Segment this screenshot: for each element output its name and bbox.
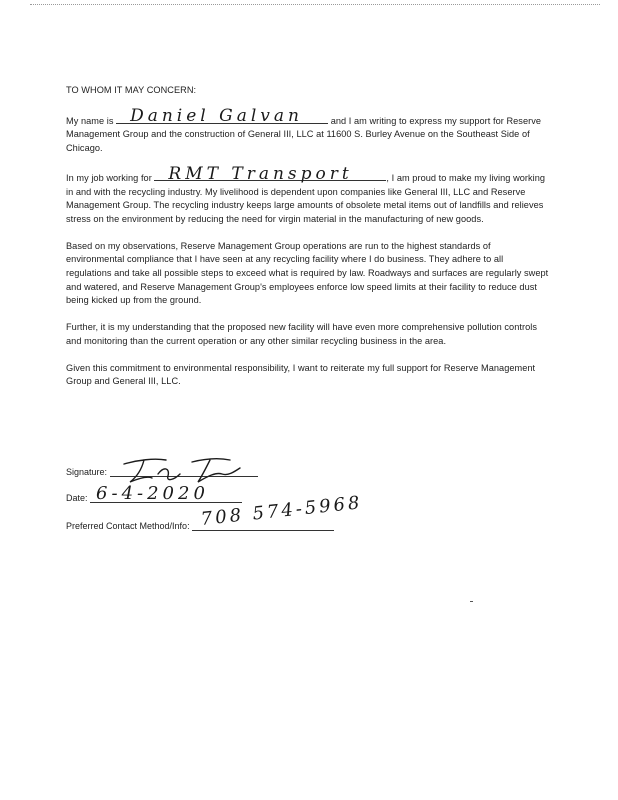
paragraph-future-facility: Further, it is my understanding that the proposed new facility will have even more comprehensive pollution controls and monitoring than the current operation or any other similar recycling business in the area. xyxy=(66,322,537,346)
paragraph-employment xyxy=(66,164,550,227)
paragraph-observations: Based on my observations, Reserve Management Group operations are run to the highest standards of environmental compliance that I have seen at any recycling facility where I do business. They adhere to all regulations and take all possible steps to exceed what is required by law. Roadways and surfaces are regularly swept and watered, and Reserve Management Group's employees enforce low speed limits at their facility to reduce dust being kicked up from the ground. xyxy=(66,240,549,306)
employer-field xyxy=(154,164,386,185)
signature-label: Signature: xyxy=(66,467,108,477)
intro-text-after-name: and I am writing to express my support for Reserve Management Group and the construction of General III, LLC at 11600 S. Burley Avenue on the Southeast Side of Chicago. xyxy=(66,115,542,154)
contact-label: Preferred Contact Method/Info: xyxy=(66,521,190,531)
handwritten-date: 6-4-2020 xyxy=(96,483,209,504)
intro-text-before-name: My name is xyxy=(66,115,114,126)
date-line xyxy=(90,483,242,504)
letter-body xyxy=(66,84,550,402)
employment-text-after: , I am proud to make my living working in and with the recycling industry. My livelihood is dependent upon companies like General III, LLC and Reserve Management Group. The recycling industry keeps large amounts of obsolete metal items out of landfills and relieves stress on the environment by reducing the need for virgin material in the manufacturing of new goods. xyxy=(66,172,546,224)
handwritten-name: Daniel Galvan xyxy=(130,106,303,126)
date-label: Date: xyxy=(66,493,88,503)
contact-line xyxy=(192,492,364,531)
paragraph-introduction xyxy=(66,106,550,156)
handwritten-employer: RMT Transport xyxy=(168,164,353,185)
scan-speck xyxy=(470,601,473,602)
salutation: TO WHOM IT MAY CONCERN: xyxy=(66,85,197,95)
fax-transmission-header xyxy=(30,4,600,11)
date-row xyxy=(66,483,242,504)
signature-row xyxy=(66,462,258,477)
name-field xyxy=(116,106,328,126)
signature-block xyxy=(66,450,466,550)
employment-text-before: In my job working for xyxy=(66,172,152,183)
handwritten-contact: 708 574-5968 xyxy=(199,492,364,530)
paragraph-closing: Given this commitment to environmental responsibility, I want to reiterate my full support for Reserve Management Group and General III, LLC. xyxy=(66,362,536,387)
